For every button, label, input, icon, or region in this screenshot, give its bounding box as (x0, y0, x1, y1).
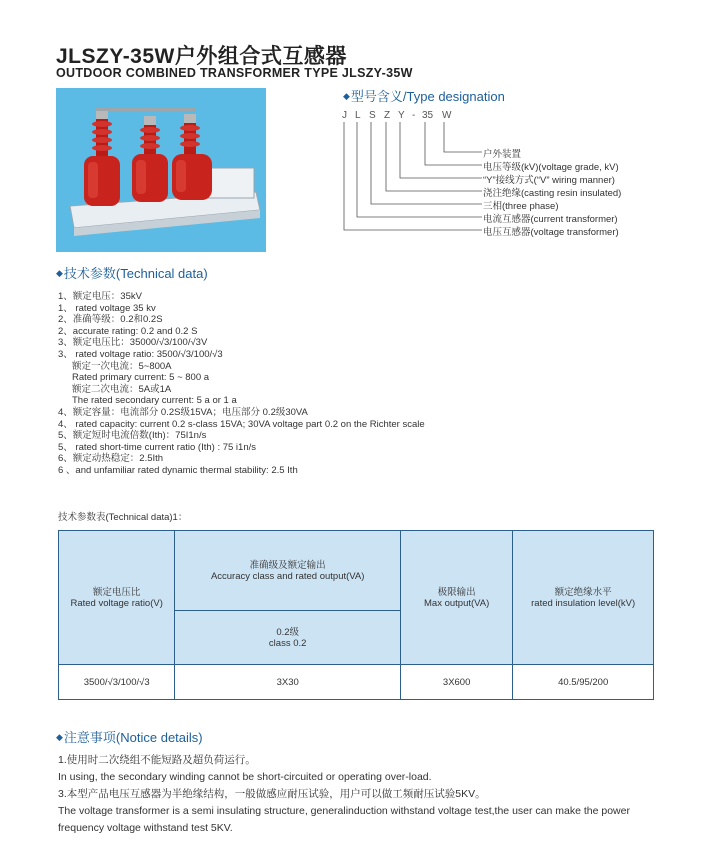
designation-letter: S (369, 110, 376, 121)
spec-line: 3、 rated voltage ratio: 3500/√3/100/√3 (58, 348, 223, 360)
table-cell: 3500/√3/100/√3 (59, 665, 175, 700)
transformer-illustration (56, 88, 266, 252)
notice-heading (56, 727, 203, 746)
notice-line: In using, the secondary winding cannot be short-circuited or operating over-load. (58, 771, 432, 783)
designation-label: 浇注绝缘(casting resin insulated) (483, 188, 622, 199)
spec-line: Rated primary current: 5 ~ 800 a (72, 372, 210, 384)
spec-line: 额定一次电流：5~800A (72, 360, 172, 372)
technical-data-table (58, 530, 654, 700)
designation-label: 电压互感器(voltage transformer) (483, 227, 619, 238)
tech-heading-text: 技术参数(Technical data) (63, 266, 208, 281)
page-subtitle: OUTDOOR COMBINED TRANSFORMER TYPE JLSZY-35W (56, 66, 413, 80)
header-text-cn: 额定绝缘水平 (554, 586, 612, 598)
header-text-cn: 准确级及额定输出 (249, 559, 326, 571)
table-header-cell (513, 531, 654, 665)
spec-line: 1、额定电压：35kV (58, 291, 142, 302)
table-subheader-cell (175, 611, 401, 665)
designation-letter: - (412, 110, 416, 121)
table-cell: 3X30 (175, 665, 401, 700)
spec-line: 6 、and unfamiliar rated dynamic thermal stability: 2.5 Ith (58, 464, 298, 476)
spec-line: 3、额定电压比：35000/√3/100/√3V (58, 337, 208, 349)
designation-label: 户外装置 (483, 149, 522, 160)
spec-line: 2、accurate rating: 0.2 and 0.2 S (58, 325, 198, 337)
subheader-text-cn: 0.2级 (276, 626, 300, 638)
spec-line: 5、 rated short-time current ratio (Ith) : 75 i1n/s (58, 441, 256, 453)
table-header-cell (175, 531, 401, 611)
table-header-cell (401, 531, 513, 665)
notice-line: 1.使用时二次绕组不能短路及超负荷运行。 (58, 754, 256, 766)
tech-heading (56, 263, 208, 282)
designation-letter: W (442, 110, 452, 121)
designation-letter: Z (384, 110, 391, 121)
designation-letter: Y (398, 110, 405, 121)
tech-spec-list (58, 291, 425, 477)
designation-letter: L (355, 110, 361, 121)
spec-line: 2、准确等级：0.2和0.2S (58, 314, 163, 326)
notice-line: The voltage transformer is a semi insulating structure, generalinduction withstand voltage test,the user can make the power (58, 805, 630, 817)
spec-line: 1、 rated voltage 35 kv (58, 302, 156, 314)
designation-letter: 35 (422, 110, 434, 121)
designation-label: 电压等级(kV)(voltage grade, kV) (483, 162, 619, 173)
spec-line: 4、额定容量：电流部分 0.2S级15VA；电压部分 0.2级30VA (58, 406, 308, 418)
spec-line: 6、额定动热稳定：2.5Ith (58, 453, 164, 465)
header-text-en: Max output(VA) (424, 597, 490, 609)
diamond-bullet-icon: ◆ (343, 91, 350, 101)
notice-list (58, 752, 630, 837)
diamond-bullet-icon: ◆ (56, 732, 63, 742)
table-cell: 3X600 (401, 665, 513, 700)
page-title: JLSZY-35W户外组合式互感器 (56, 45, 347, 68)
table-header-cell (59, 531, 175, 665)
header-text-cn: 额定电压比 (92, 586, 141, 598)
header-text-en: rated insulation level(kV) (531, 597, 636, 609)
spec-line: 额定二次电流：5A或1A (72, 383, 172, 395)
notice-line: 3.本型产品电压互感器为半绝缘结构，一般做感应耐压试验，用户可以做工频耐压试验5KV。 (58, 788, 486, 800)
table-caption: 技术参数表(Technical data)1： (58, 512, 188, 523)
designation-connector-lines (340, 122, 490, 236)
designation-label: “Y”接线方式(“V” wiring manner) (483, 175, 615, 186)
product-photo (56, 88, 266, 252)
notice-line: frequency voltage withstand test 5KV. (58, 822, 233, 834)
designation-label: 电流互感器(current transformer) (483, 214, 618, 225)
designation-heading-text: 型号含义/Type designation (350, 89, 505, 104)
header-text-cn: 极限输出 (437, 586, 476, 598)
header-text-en: Rated voltage ratio(V) (70, 597, 163, 609)
designation-heading (343, 86, 505, 105)
header-text-en: Accuracy class and rated output(VA) (210, 570, 365, 582)
spec-line: 5、额定短时电流倍数(Ith)：75I1n/s (58, 430, 207, 442)
spec-line: The rated secondary current: 5 a or 1 a (72, 395, 237, 407)
spec-line: 4、 rated capacity: current 0.2 s-class 15VA; 30VA voltage part 0.2 on the Richter scale (58, 418, 425, 430)
notice-heading-text: 注意事项(Notice details) (63, 730, 203, 745)
diamond-bullet-icon: ◆ (56, 268, 63, 278)
table-cell: 40.5/95/200 (513, 665, 654, 700)
designation-letter: J (342, 110, 347, 121)
subheader-text-en: class 0.2 (268, 637, 307, 649)
designation-label: 三相(three phase) (483, 201, 559, 212)
